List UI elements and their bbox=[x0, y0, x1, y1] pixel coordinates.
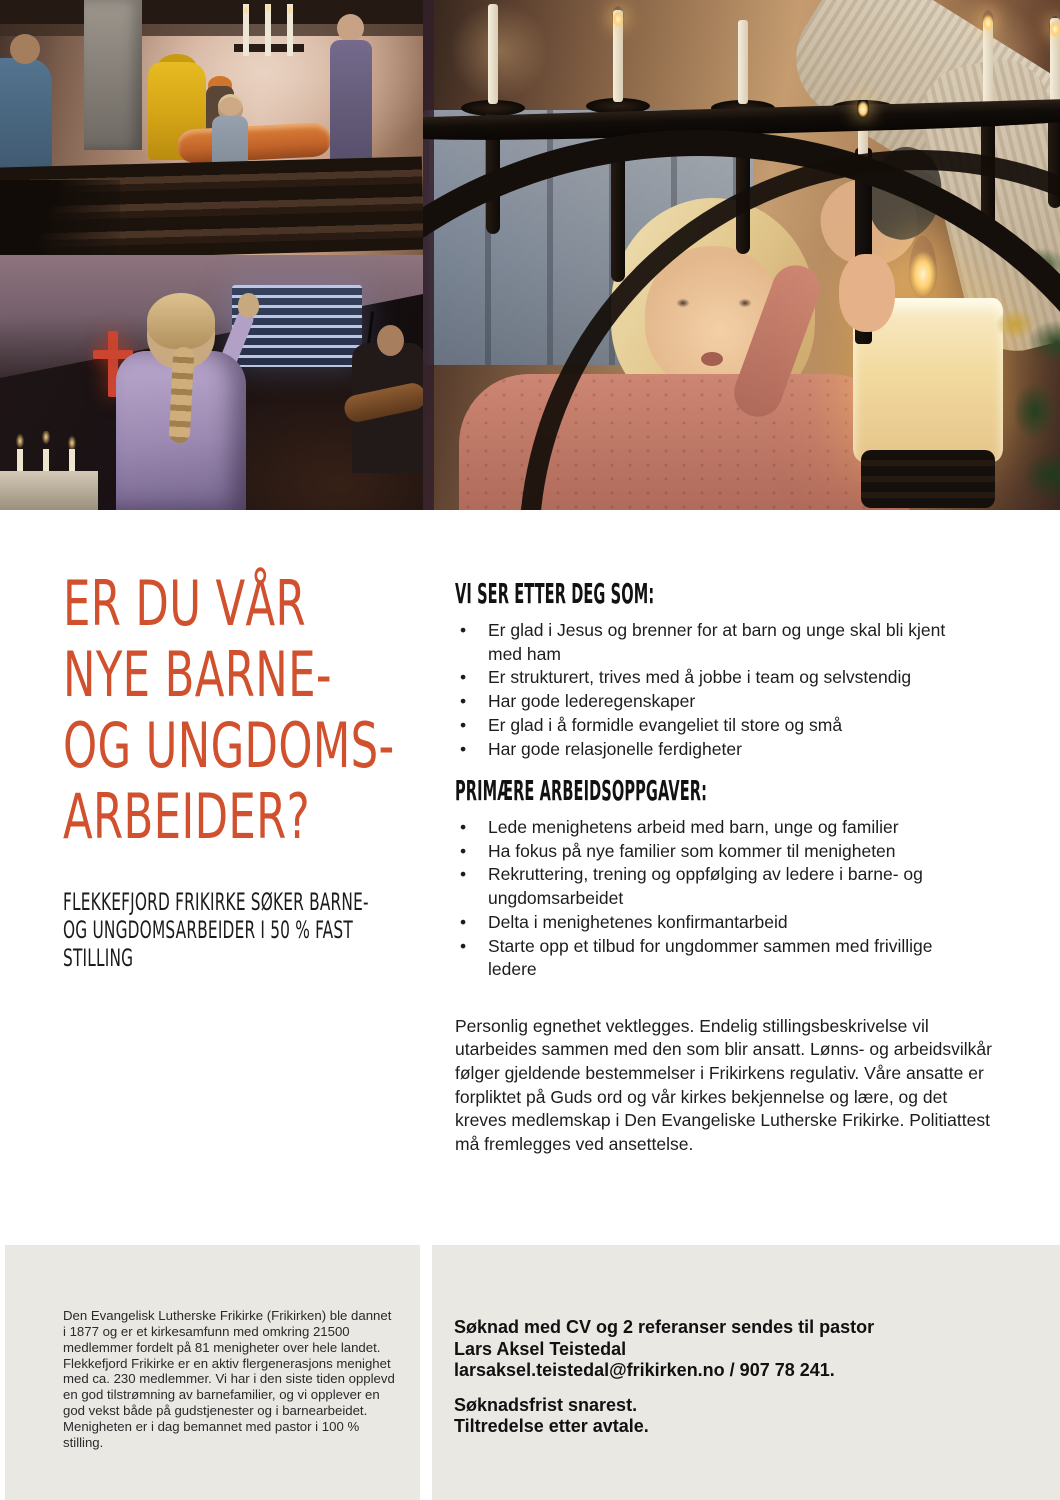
headline-line: NYE BARNE- bbox=[63, 638, 332, 711]
person-purple-shirt bbox=[330, 40, 372, 160]
application-contact: larsaksel.teistedal@frikirken.no / 907 78 241. bbox=[454, 1360, 835, 1380]
list-item bbox=[455, 714, 975, 738]
list-item bbox=[455, 619, 975, 666]
list-item-text: Starte opp et tilbud for ungdommer sammen med frivillige ledere bbox=[488, 935, 933, 980]
list-item-text: Er glad i Jesus og brenner for at barn og unge skal bli kjent med ham bbox=[488, 620, 946, 664]
photo-church-stage-children bbox=[0, 0, 423, 255]
application-pastor-name: Lars Aksel Teistedal bbox=[454, 1338, 627, 1359]
list-item-text: Har gode lederegenskaper bbox=[488, 691, 696, 712]
list-item bbox=[455, 863, 975, 910]
altar-table bbox=[0, 471, 98, 510]
conditions-paragraph: Personlig egnethet vektlegges. Endelig stillingsbeskrivelse vil utarbeides sammen med den som blir ansatt. Lønns- og arbeidsvilkår følger gjeldende bestemmelser i Frikirkens regulativ. Våre ansatte er forpliktet på Guds ord og vår kirkes bekjennelse og lære, og det kreves medlemskap i Den Evangeliske Lutherske Frikirke. Politiattest må fremlegges ved ansettelse. bbox=[455, 1015, 992, 1155]
bullet-icon: • bbox=[460, 817, 467, 837]
list-item-text: Ha fokus på nye familier som kommer til menigheten bbox=[488, 840, 896, 861]
application-line: Søknad med CV og 2 referanser sendes til pastor bbox=[454, 1317, 875, 1337]
headline-line: ARBEIDER? bbox=[63, 780, 311, 853]
table-candles bbox=[6, 431, 96, 473]
about-text: Den Evangelisk Lutherske Frikirke (Frikirken) ble dannet i 1877 og er et kirkesamfunn med omkring 21500 medlemmer fordelt på 81 menigheter over hele landet. Flekkefjord Frikirke er en aktiv flergenerasjons menighet med ca. 230 medlemmer. Vi har i den siste tiden opplevd en god tilstrømning av barnefamilier, og vi opplever en god vekst både på gudstjenester og i barnearbeidet. Menigheten er i dag bemannet med pastor i 100 % stilling. bbox=[63, 1308, 395, 1450]
guitarist-head bbox=[377, 325, 404, 356]
candle-flame bbox=[982, 10, 994, 32]
foreground-shadow bbox=[0, 180, 120, 255]
photo-worship-girl-braid bbox=[0, 255, 423, 510]
candle-flame bbox=[1049, 16, 1060, 38]
bullet-icon: • bbox=[460, 714, 467, 735]
headline-line: OG UNGDOMS- bbox=[63, 709, 395, 782]
person-head bbox=[10, 34, 40, 64]
list-item bbox=[455, 738, 975, 762]
bullet-icon: • bbox=[460, 864, 467, 885]
girl-hair bbox=[147, 293, 215, 349]
bullet-icon: • bbox=[460, 667, 467, 688]
section-heading-looking-for: VI SER ETTER DEG SOM: bbox=[455, 577, 655, 610]
sub-title bbox=[63, 888, 369, 972]
application-deadline: Søknadsfrist snarest. bbox=[454, 1394, 638, 1415]
application-panel bbox=[432, 1245, 1060, 1500]
candelabra bbox=[234, 4, 304, 56]
subheadline-line: OG UNGDOMSARBEIDER I 50 % FAST bbox=[63, 916, 353, 944]
candle-flame bbox=[612, 6, 624, 28]
list-item bbox=[455, 816, 975, 840]
raised-hand bbox=[238, 293, 259, 317]
application-info bbox=[454, 1317, 1014, 1438]
headline-line: ER DU VÅR bbox=[63, 567, 307, 640]
about-panel bbox=[5, 1245, 420, 1500]
subheadline-line: STILLING bbox=[63, 944, 134, 972]
list-item-text: Er glad i å formidle evangeliet til store og små bbox=[488, 714, 843, 735]
list-item bbox=[455, 690, 975, 714]
list-item bbox=[455, 666, 975, 690]
list-item-text: Er strukturert, trives med å jobbe i team og selvstendig bbox=[488, 667, 912, 688]
section-heading-tasks: PRIMÆRE ARBEIDSOPPGAVER: bbox=[455, 774, 708, 807]
bullet-icon: • bbox=[460, 620, 467, 640]
looking-for-list bbox=[455, 619, 975, 761]
stone-pillar bbox=[84, 0, 142, 150]
list-item-text: Lede menighetens arbeid med barn, unge og familier bbox=[488, 817, 899, 837]
list-item-text: Har gode relasjonelle ferdigheter bbox=[488, 738, 742, 759]
list-item bbox=[455, 840, 975, 864]
bullet-icon: • bbox=[460, 691, 467, 712]
list-item-text: Rekruttering, trening og oppfølging av ledere i barne- og ungdomsarbeidet bbox=[488, 864, 923, 909]
list-item bbox=[455, 911, 975, 935]
list-item-text: Delta i menighetenes konfirmantarbeid bbox=[488, 911, 788, 932]
bullet-icon: • bbox=[460, 935, 467, 956]
bullet-icon: • bbox=[460, 840, 467, 861]
bullet-icon: • bbox=[460, 738, 467, 759]
subheadline-line: FLEKKEFJORD FRIKIRKE SØKER BARNE- bbox=[63, 888, 369, 916]
application-start: Tiltredelse etter avtale. bbox=[454, 1416, 649, 1436]
list-item bbox=[455, 935, 975, 982]
tasks-list bbox=[455, 816, 975, 982]
candle-flame bbox=[857, 96, 869, 118]
person-head bbox=[337, 14, 364, 42]
bullet-icon: • bbox=[460, 911, 467, 932]
page-title bbox=[63, 568, 395, 852]
photo-girl-lighting-candles bbox=[423, 0, 1060, 510]
